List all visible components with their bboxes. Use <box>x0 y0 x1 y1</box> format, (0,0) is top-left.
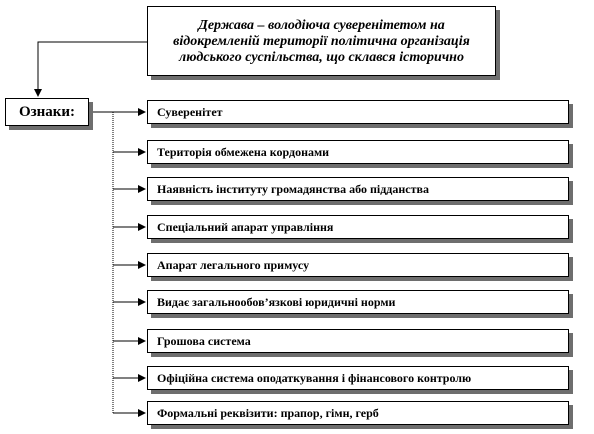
sign-item <box>147 140 569 164</box>
definition-box <box>147 6 496 76</box>
sign-item <box>147 401 569 425</box>
sign-item <box>147 100 569 124</box>
definition-to-signs-connector <box>38 42 147 96</box>
sign-item <box>147 215 569 239</box>
sign-item-label: Формальні реквізити: прапор, гімн, герб <box>157 405 379 420</box>
sign-item-label: Суверенітет <box>157 104 223 119</box>
sign-item-label: Наявність інституту громадянства або підданства <box>157 181 429 196</box>
sign-item-label: Грошова система <box>157 333 251 348</box>
sign-item <box>147 290 569 314</box>
sign-item <box>147 329 569 353</box>
sign-item-label: Спеціальний апарат управління <box>157 219 334 234</box>
sign-item-label: Офіційна система оподаткування і фінансового контролю <box>157 370 472 385</box>
sign-item-label: Територія обмежена кордонами <box>157 144 330 159</box>
sign-item <box>147 366 569 390</box>
sign-item-label: Апарат легального примусу <box>157 257 310 272</box>
sign-item <box>147 253 569 277</box>
signs-box <box>5 98 89 126</box>
sign-item-label: Видає загальнообов’язкові юридичні норми <box>157 294 396 309</box>
signs-label: Ознаки: <box>18 103 76 120</box>
definition-text: Держава – володіюча суверенітетом на відокремленій території політична організація людського суспільства, що склався історично <box>173 18 470 65</box>
sign-item <box>147 177 569 201</box>
